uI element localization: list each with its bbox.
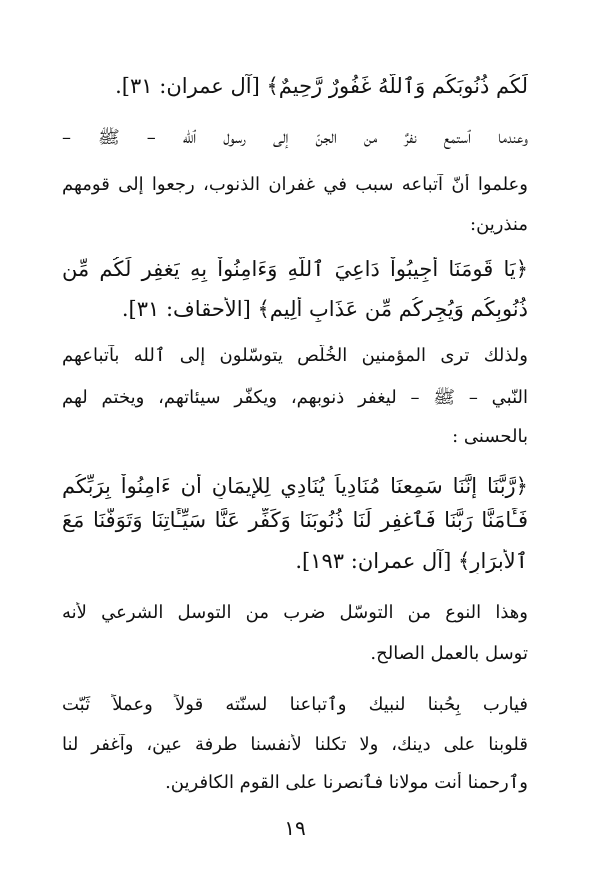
text-line: توسل بالعمل الصالح. [370, 643, 528, 664]
text-line: وعلموا أَنّ آتباعه سبب في غفران الذنوب، رجعوا إلى قومهم [62, 174, 528, 195]
text-line: بالحسنى : [452, 426, 528, 447]
verse-line: ﴿يَا قَومَنَا أَجِيبُواْ دَاعِيَ ٱللَّهِ وَءَامِنُواْ بِهِ يَغفِر لَكُم مِّن [62, 257, 528, 281]
text-line: قلوبنا على دينك، ولا تكلنا لأنفسنا طرفة عين، وآغفر لنا [62, 734, 528, 755]
text-line: فيارب بِحُبنا لنبيك وٱتباعنا لسنّته قولاً وعملاً ثَبّت [62, 694, 528, 715]
verse-line: فَـَٔامَنَّا رَبَّنَا فَٱغفِر لَنَا ذُنُوبَنَا وَكَفِّر عَنَّا سَيِّـَٔاتِنَا وَتَوَفَّنَا مَعَ [62, 508, 528, 532]
text-line: منذرين: [470, 214, 528, 235]
text-line: وعندما ٱستمع نفرٌ من الجنّ إلى رسول ٱلله – ﷺ – [62, 127, 528, 148]
verse-line: ٱلأَبرَارِ﴾ [آل عمران: ١٩٣]. [295, 549, 528, 573]
verse-line: ذُنُوبِكُم وَيُجِركُم مِّن عَذَابٍ أَلِيمٍ﴾ [الأحقاف: ٣١]. [121, 297, 528, 321]
text-line: النّبي – ﷺ – ليغفر ذنوبهم، ويكفّر سيئاتهم، ويختم لهم [62, 387, 528, 408]
verse-line: ﴿رَّبَّنَا إِنَّنَا سَمِعنَا مُنَادِياً يُنَادِي لِلإِيمَانِ أَن ءَامِنُواْ بِرَبِّكُم [62, 474, 528, 498]
verse-line: لَكُم ذُنُوبَكُم وَٱللَّهُ غَفُورٌ رَّحِيمٌ﴾ [آل عمران: ٣١]. [115, 74, 528, 98]
text-line: وهذا النوع من التوسّل ضرب من التوسل الشرعي لأنه [62, 602, 528, 623]
text-line: ولذلك ترى المؤمنين الخُلّص يتوسّلون إلى ٱلله بآتباعهم [62, 345, 528, 366]
page-number: ١٩ [284, 816, 306, 840]
text-line: وٱرحمنا أَنت مولانا فٱنصرنا على القوم الكافرين. [165, 772, 528, 793]
